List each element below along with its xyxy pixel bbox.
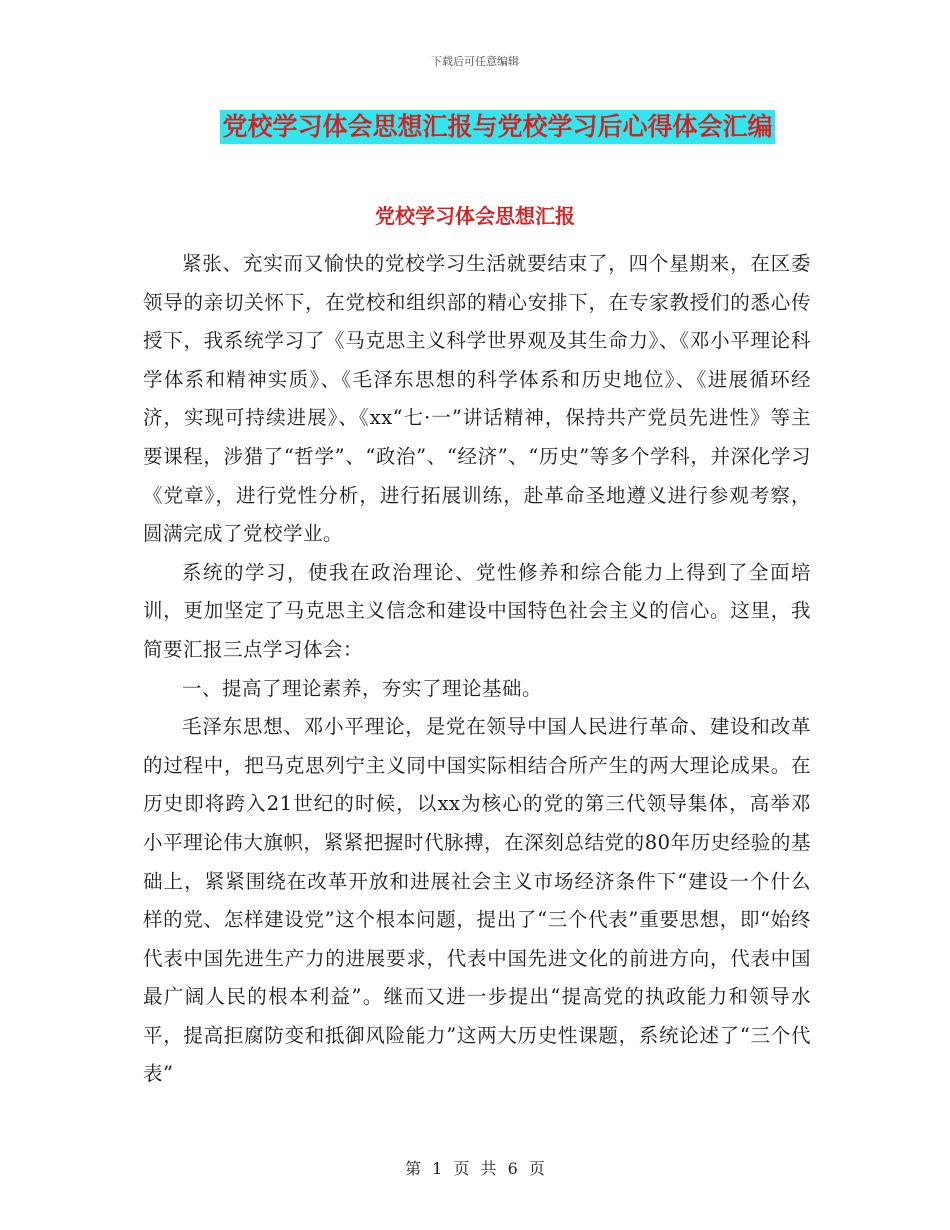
section-title: 党校学习体会思想汇报 xyxy=(375,204,575,228)
paragraph: 系统的学习，使我在政治理论、党性修养和综合能力上得到了全面培训，更加坚定了马克思主义信念和建设中国特色社会主义的信心。这里，我简要汇报三点学习体会： xyxy=(143,560,811,661)
paragraph: 毛泽东思想、邓小平理论，是党在领导中国人民进行革命、建设和改革的过程中，把马克思列宁主义同中国实际相结合所产生的两大理论成果。在历史即将跨入21世纪的时候，以xx为核心的党的第三代领导集体，高举邓小平理论伟大旗帜，紧紧把握时代脉搏，在深刻总结党的80年历史经验的基础上，紧紧围绕在改革开放和进展社会主义市场经济条件下“建设一个什么样的党、怎样建设党”这个根本问题，提出了“三个代表”重要思想，即“始终代表中国先进生产力的进展要求，代表中国先进文化的前进方向，代表中国最广阔人民的根本利益”。继而又进一步提出“提高党的执政能力和领导水平，提高拒腐防变和抵御风险能力”这两大历史性课题，系统论述了“三个代表” xyxy=(143,715,811,1086)
body-text xyxy=(143,245,811,1094)
main-title-container xyxy=(0,110,950,144)
page-footer: 第 1 页 共 6 页 xyxy=(405,1159,545,1178)
header-note: 下载后可任意编辑 xyxy=(431,55,519,68)
main-title: 党校学习体会思想汇报与党校学习后心得体会汇编 xyxy=(220,110,774,144)
paragraph: 一、提高了理论素养，夯实了理论基础。 xyxy=(182,676,543,700)
paragraph: 紧张、充实而又愉快的党校学习生活就要结束了，四个星期来，在区委领导的亲切关怀下，在党校和组织部的精心安排下，在专家教授们的悉心传授下，我系统学习了《马克思主义科学世界观及其生命力》、《邓小平理论科学体系和精神实质》、《毛泽东思想的科学体系和历史地位》、《进展循环经济，实现可持续进展》、《xx“七·一”讲话精神，保持共产党员先进性》等主要课程，涉猎了“哲学”、“政治”、“经济”、“历史”等多个学科，并深化学习《党章》，进行党性分析，进行拓展训练，赴革命圣地遵义进行参观考察，圆满完成了党校学业。 xyxy=(143,252,811,546)
